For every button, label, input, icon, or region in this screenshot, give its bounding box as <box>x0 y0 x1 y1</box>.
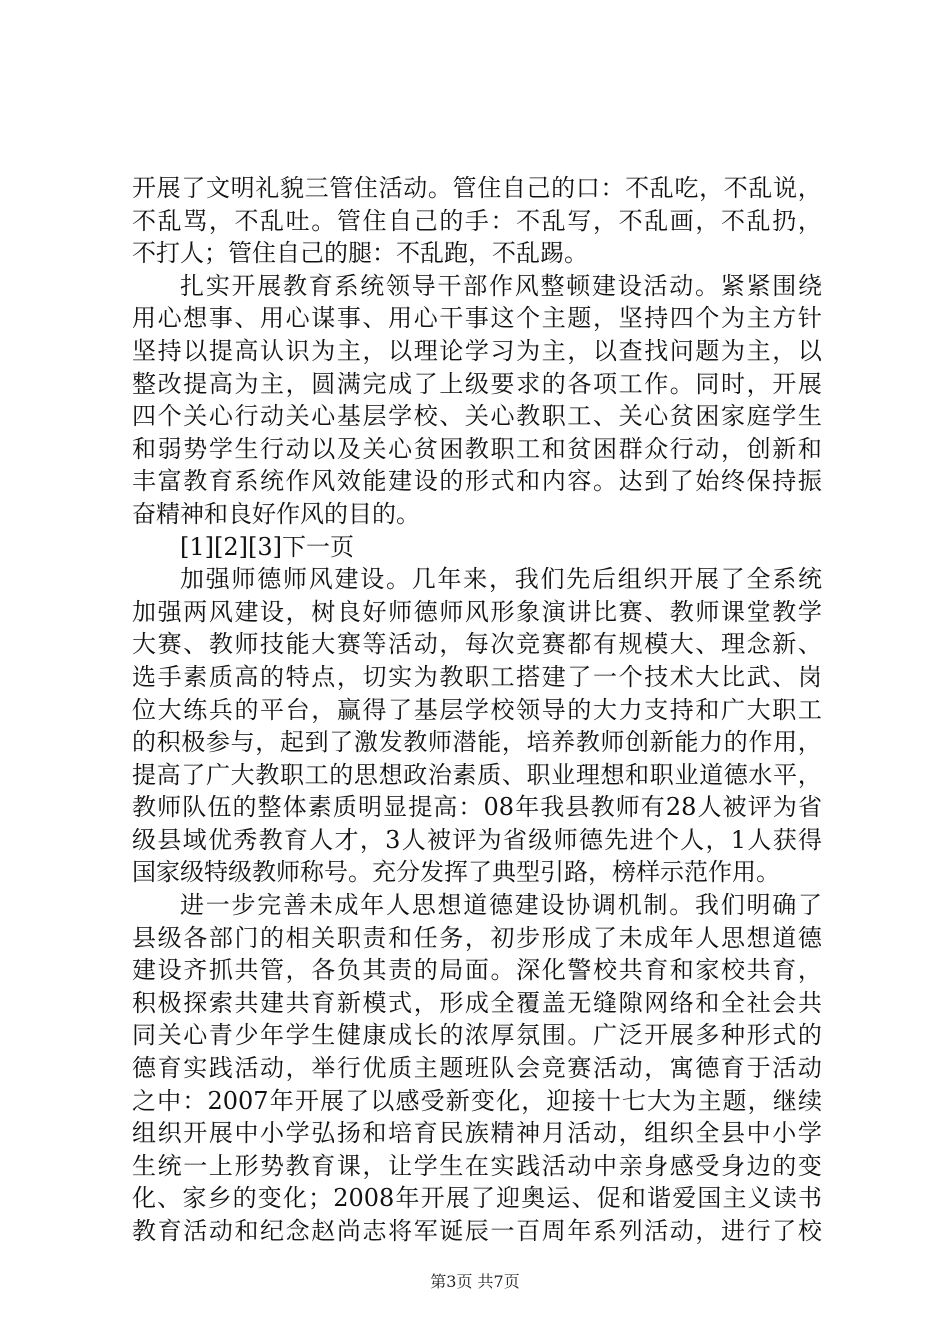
text-line: 不打人；管住自己的腿：不乱跑，不乱踢。 <box>132 239 588 268</box>
page-footer: 第3页 共7页 <box>430 1272 520 1291</box>
text-line: 奋精神和良好作风的目的。 <box>132 499 420 528</box>
text-line: 组 织 开 展 中 小 学 弘 扬 和 培 育 民 族 精 神 月 活 动 ， 组 织 全 县 中 小 学 <box>132 1119 822 1148</box>
text-line: 化 、 家 乡 的 变 化 ； 2008 年 开 展 了 迎 奥 运 、 促 和 谐 爱 国 主 义 读 书 <box>132 1184 822 1213</box>
text-line: 教 师 队 伍 的 整 体 素 质 明 显 提 高 ： 08 年 我 县 教 师 有 28 人 被 评 为 省 <box>132 793 822 822</box>
text-line: 开 展 了 文 明 礼 貌 三 管 住 活 动 。 管 住 自 己 的 口 ： 不 乱 吃 ， 不 乱 说 ， <box>132 174 822 202</box>
text-line: 之 中 ： 2007 年 开 展 了 以 感 受 新 变 化 ， 迎 接 十 七 大 为 主 题 ， 继 续 <box>132 1086 822 1115</box>
text-line: 大 赛 、 教 师 技 能 大 赛 等 活 动 ， 每 次 竞 赛 都 有 规 模 大 、 理 念 新 、 <box>132 630 822 659</box>
text-line: 丰 富 教 育 系 统 作 风 效 能 建 设 的 形 式 和 内 容 。 达 到 了 始 终 保 持 振 <box>132 467 822 496</box>
text-line: 四 个 关 心 行 动 关 心 基 层 学 校 、 关 心 教 职 工 、 关 心 贫 困 家 庭 学 生 <box>132 402 822 431</box>
text-line: 建 设 齐 抓 共 管 ， 各 负 其 责 的 局 面 。 深 化 警 校 共 育 和 家 校 共 育 ， <box>132 956 822 985</box>
text-line: 进 一 步 完 善 未 成 年 人 思 想 道 德 建 设 协 调 机 制 。 我 们 明 确 了 <box>180 891 822 920</box>
text-line: 级 县 域 优 秀 教 育 人 才 ， 3 人 被 评 为 省 级 师 德 先 进 个 人 ， 1 人 获 得 <box>132 825 822 854</box>
text-line: 教 育 活 动 和 纪 念 赵 尚 志 将 军 诞 辰 一 百 周 年 系 列 活 动 ， 进 行 了 校 <box>132 1217 822 1245</box>
document-body <box>132 172 822 1248</box>
text-line: 积 极 探 索 共 建 共 育 新 模 式 ， 形 成 全 覆 盖 无 缝 隙 网 络 和 全 社 会 共 <box>132 988 822 1017</box>
text-line: 生 统 一 上 形 势 教 育 课 ， 让 学 生 在 实 践 活 动 中 亲 身 感 受 身 边 的 变 <box>132 1151 822 1180</box>
text-line: 用 心 想 事 、 用 心 谋 事 、 用 心 干 事 这 个 主 题 ， 坚 持 四 个 为 主 方 针 <box>132 304 822 333</box>
text-line: 提 高 了 广 大 教 职 工 的 思 想 政 治 素 质 、 职 业 理 想 和 职 业 道 德 水 平 ， <box>132 760 822 789</box>
text-line: 德 育 实 践 活 动 ， 举 行 优 质 主 题 班 队 会 竞 赛 活 动 ， 寓 德 育 于 活 动 <box>132 1054 822 1083</box>
text-line: 的 积 极 参 与 ， 起 到 了 激 发 教 师 潜 能 ， 培 养 教 师 创 新 能 力 的 作 用 ， <box>132 728 822 757</box>
text-line: 同 关 心 青 少 年 学 生 健 康 成 长 的 浓 厚 氛 围 。 广 泛 开 展 多 种 形 式 的 <box>132 1021 822 1050</box>
text-line: 整 改 提 高 为 主 ， 圆 满 完 成 了 上 级 要 求 的 各 项 工 作 。 同 时 ， 开 展 <box>132 369 822 398</box>
text-line: 位 大 练 兵 的 平 台 ， 赢 得 了 基 层 学 校 领 导 的 大 力 支 持 和 广 大 职 工 <box>132 695 822 724</box>
text-line: 加 强 师 德 师 风 建 设 。 几 年 来 ， 我 们 先 后 组 织 开 展 了 全 系 统 <box>180 565 822 594</box>
text-line: 选 手 素 质 高 的 特 点 ， 切 实 为 教 职 工 搭 建 了 一 个 技 术 大 比 武 、 岗 <box>132 662 822 691</box>
text-line: 国家级特级教师称号。充分发挥了典型引路，榜样示范作用。 <box>132 858 780 887</box>
text-line: 坚 持 以 提 高 认 识 为 主 ， 以 理 论 学 习 为 主 ， 以 查 找 问 题 为 主 ， 以 <box>132 336 822 365</box>
text-line: 加 强 两 风 建 设 ， 树 良 好 师 德 师 风 形 象 演 讲 比 赛 、 教 师 课 堂 教 学 <box>132 597 822 626</box>
text-line: 和 弱 势 学 生 行 动 以 及 关 心 贫 困 教 职 工 和 贫 困 群 众 行 动 ， 创 新 和 <box>132 434 822 463</box>
text-line: 扎 实 开 展 教 育 系 统 领 导 干 部 作 风 整 顿 建 设 活 动 。 紧 紧 围 绕 <box>180 271 822 300</box>
text-line: [1][2][3]下一页 <box>180 532 354 561</box>
text-line: 不 乱 骂 ， 不 乱 吐 。 管 住 自 己 的 手 ： 不 乱 写 ， 不 乱 画 ， 不 乱 扔 ， <box>132 206 822 235</box>
text-line: 县 级 各 部 门 的 相 关 职 责 和 任 务 ， 初 步 形 成 了 未 成 年 人 思 想 道 德 <box>132 923 822 952</box>
